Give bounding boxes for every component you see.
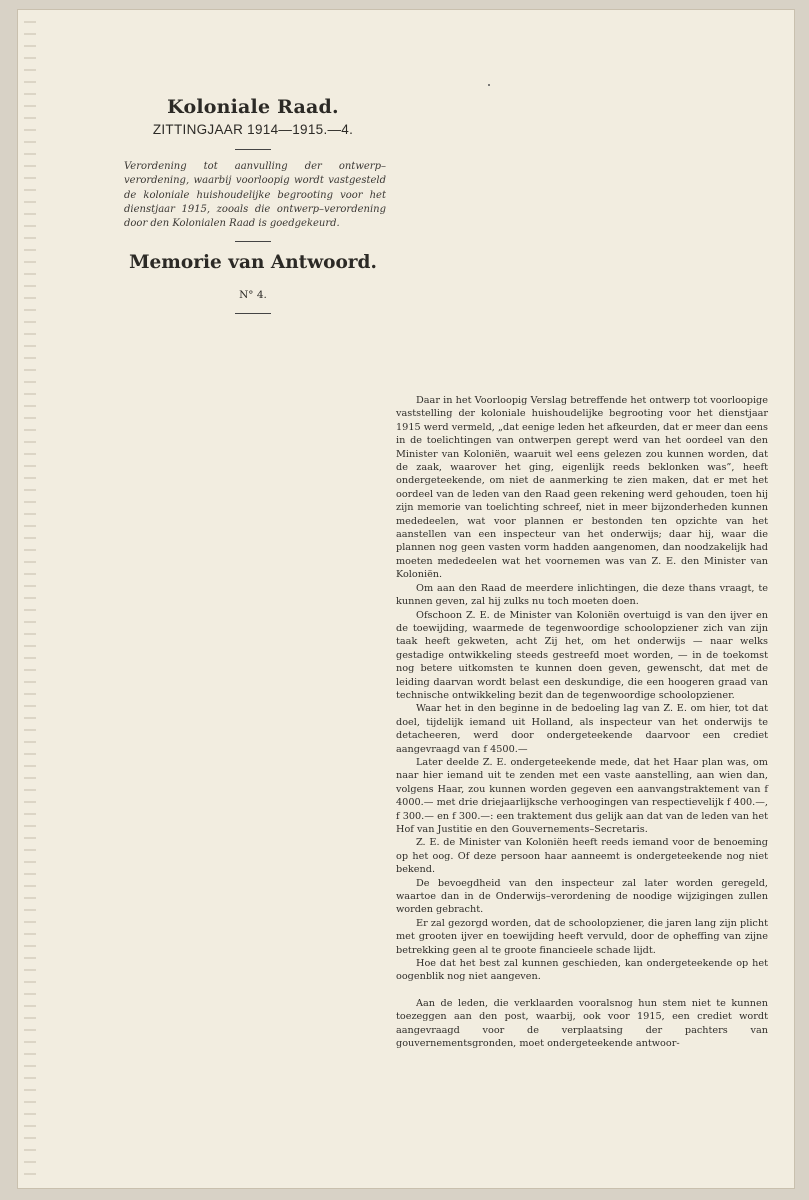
divider <box>235 241 271 242</box>
paragraph: Z. E. de Minister van Koloniën heeft reeds iemand voor de benoeming op het oog. Of deze persoon haar aanneemt is ondergeteekende nog niet bekend. <box>396 837 768 876</box>
paragraph: Hoe dat het best zal kunnen geschieden, kan ondergeteekende op het oogenblik nog niet aangeven. <box>396 958 768 983</box>
binding-edge <box>24 14 36 1184</box>
paragraph: De bevoegdheid van den inspecteur zal later worden geregeld, waartoe dan in de Onderwijs–verordening de noodige wijzigingen zullen worden gebracht. <box>396 877 768 916</box>
paragraph: Daar in het Voorloopig Verslag betreffende het ontwerp tot voorloopige vaststelling der koloniale huishoudelijke begrooting voor het dienstjaar 1915 werd vermeld, „dat eenige leden het afkeurden, dat er meer dan eens in de toelichtingen van ontwerpen gerept werd van het oordeel van den Minister van Koloniën, waaruit wel eens gelezen zou kunnen worden, dat de zaak, waarover het ging, eigenlijk reeds beklonken was”, heeft ondergeteekende, om niet de aanmerking te zien maken, dat er met het oordeel van de leden van den Raad geen rekening werd gehouden, toen hij zijn memorie van toelichting schreef, niet in meer bijzonderheden kunnen mededeelen, wat voor plannen er bestonden ten opzichte van het aanstellen van een inspecteur van het onderwijs; daar hij, waar die plannen nog geen vasten vorm hadden aangenomen, dan noodzakelijk had moeten mededeelen wat het voornemen was van Z. E. den Minister van Koloniën. <box>396 395 768 581</box>
page-title: Koloniale Raad. <box>167 96 339 118</box>
paragraph: Er zal gezorgd worden, dat de schoolopziener, die jaren lang zijn plicht met grooten ijver en toewijding heeft vervuld, door de opheffing van zijne betrekking geen al te groote financieele schade lijdt. <box>396 917 768 956</box>
document-summary: Verordening tot aanvulling der ontwerp–verordening, waarbij voorloopig wordt vastgesteld de koloniale huishoudelijke begrooting voor het dienstjaar 1915, zooals die ontwerp–verordening door den Kolonialen Raad is goedgekeurd. <box>124 161 386 230</box>
paragraph: Later deelde Z. E. ondergeteekende mede, dat het Haar plan was, om naar hier iemand uit te zenden met een vaste aanstelling, aan wien dan, volgens Haar, zou kunnen worden gegeven een aanvangstraktement van f 4000.— met drie driejaarlijksche verhoogingen van respectievelijk f 400.—, f 300.— en f 300.—: een traktement dus gelijk aan dat van de leden van het Hof van Justitie en den Gouvernements–Secretaris. <box>396 756 768 835</box>
divider <box>235 313 271 314</box>
document-type-heading: Memorie van Antwoord. <box>129 252 377 274</box>
paragraph: Om aan den Raad de meerdere inlichtingen, die deze thans vraagt, te kunnen geven, zal hij zulks nu toch moeten doen. <box>396 582 768 608</box>
document-number: N° 4. <box>239 289 267 302</box>
paper-speck <box>488 84 490 86</box>
paragraph: Waar het in den beginne in de bedoeling lag van Z. E. om hier, tot dat doel, tijdelijk iemand uit Holland, als inspecteur van het onderwijs te detacheeren, werd door ondergeteekende daarvoor een crediet aangevraagd van f 4500.— <box>396 703 768 755</box>
document-header <box>118 96 388 314</box>
divider <box>235 149 271 150</box>
paragraph: Aan de leden, die verklaarden vooralsnog hun stem niet te kunnen toezeggen aan den post, waarbij, ook voor 1915, een crediet wordt aangevraagd voor de verplaatsing der pachters van gouvernementsgronden, moet ondergeteekende antwoor- <box>396 997 768 1050</box>
body-text <box>396 394 768 1051</box>
session-label: ZITTINGJAAR 1914—1915.—4. <box>152 122 354 137</box>
document-page <box>18 10 794 1188</box>
paragraph: Ofschoon Z. E. de Minister van Koloniën overtuigd is van den ijver en de toewijding, waarmede de tegenwoordige schoolopziener zich van zijn taak heeft gekweten, acht Zij het, om het onderwijs — naar welks gestadige ontwikkeling steeds gestreefd moet worden, — in de toekomst nog betere uitkomsten te kunnen doen geven, gewenscht, dat met de leiding daarvan wordt belast een deskundige, die een hoogeren graad van technische ontwikkeling bezit dan de tegenwoordige schoolopziener. <box>396 609 768 701</box>
